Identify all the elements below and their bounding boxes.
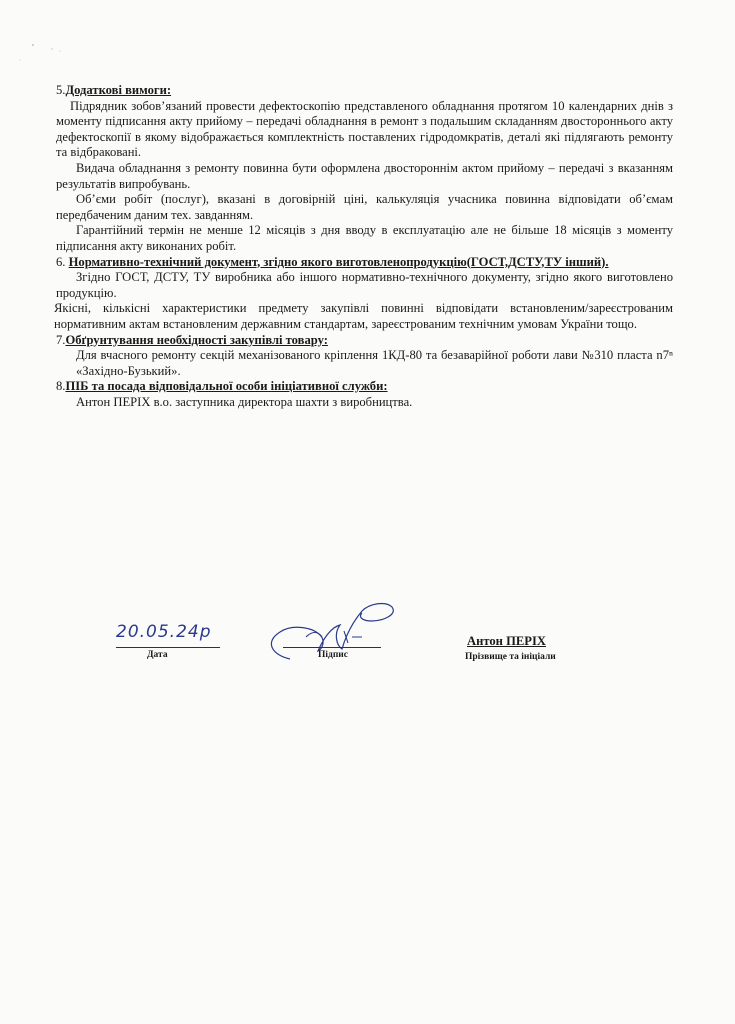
section6-heading: 6. Нормативно-технічний документ, згідно якого виготовленопродукцію(ГОСТ,ДСТУ,ТУ інший). (56, 254, 609, 269)
section7-title: Обґрунтування необхідності закупівлі товару: (65, 332, 328, 347)
document-body (56, 83, 673, 410)
date-line (116, 647, 220, 648)
handwritten-date: 20.05.24р (116, 622, 212, 642)
section7-heading: 7.Обґрунтування необхідності закупівлі товару: (56, 332, 328, 347)
section8-heading: 8.ПІБ та посада відповідальної особи ініціативної служби: (56, 379, 388, 394)
scan-specks (0, 0, 735, 80)
printed-name: Антон ПЕРІХ (467, 634, 546, 648)
date-caption: Дата (147, 650, 168, 660)
signature-caption: Підпис (318, 650, 348, 660)
section5-para2: Видача обладнання з ремонту повинна бути оформлена двостороннім актом прийому – передачі з вказанням результатів випробувань. (56, 160, 673, 191)
section5-para1: Підрядник зобов’язаний провести дефектоскопію представленого обладнання протягом 10 календарних днів з моменту підписання акту прийому – передачі обладнання в ремонт з подальшим складанням двостороннього акту дефектоскопії в якому відображається комплектність поставлених гідродомкратів, деталі які підлягають ремонту та відбраковані. (56, 98, 673, 160)
section8-title: ПІБ та посада відповідальної особи ініціативної служби: (65, 379, 388, 394)
section5-heading: 5.Додаткові вимоги: (56, 83, 172, 97)
section8-para1: Антон ПЕРІХ в.о. заступника директора шахти з виробництва. (76, 394, 413, 409)
section5-title: Додаткові вимоги: (65, 83, 172, 97)
signature-line (283, 647, 381, 648)
section7-para1: Для вчасного ремонту секцій механізованого кріплення 1КД-80 та безаварійної роботи лави №310 пласта n7ⁿ «Західно-Бузький». (76, 348, 673, 378)
section6-para2: Якісні, кількісні характеристики предмету закупівлі повинні відповідати встановленим/зареєстрованим нормативним актам встановленим державним стандартам, зареєстрованим технічним умовам України тощо. (54, 301, 673, 331)
section6-title: Нормативно-технічний документ, згідно якого виготовленопродукцію(ГОСТ,ДСТУ,ТУ інший). (68, 254, 609, 269)
section6-para1: Згідно ГОСТ, ДСТУ, ТУ виробника або іншого нормативно-технічного документу, згідно якого виготовлено продукцію. (56, 270, 673, 300)
section5-para3: Об’єми робіт (послуг), вказані в договірній ціні, калькуляція учасника повинна відповідати об’ємам передбаченим даним тех. завданням. (56, 192, 673, 222)
name-caption: Прізвище та ініціали (465, 652, 556, 662)
section5-para4: Гарантійний термін не менше 12 місяців з дня вводу в експлуатацію але не більше 18 місяців з моменту підписання акту виконаних робіт. (56, 223, 673, 253)
